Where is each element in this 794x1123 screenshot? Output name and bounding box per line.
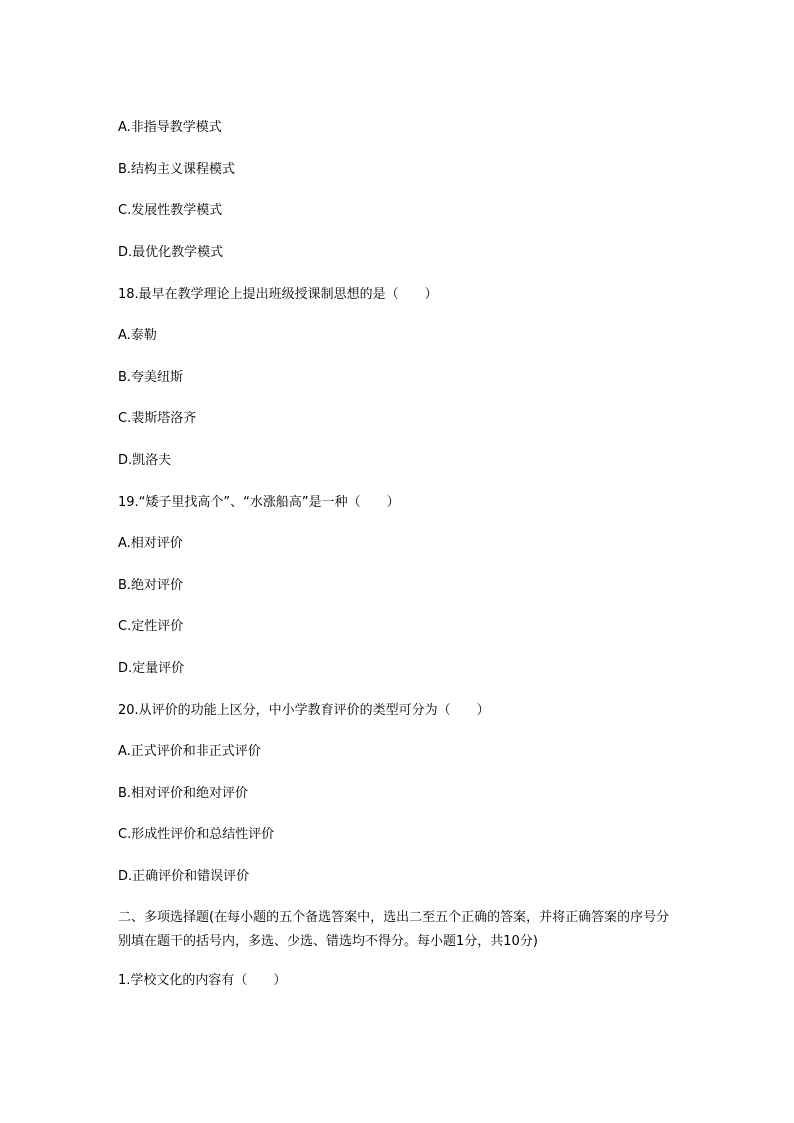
option-d-q19: D.定量评价 xyxy=(118,661,185,676)
option-b-q17: B.结构主义课程模式 xyxy=(118,162,236,177)
option-c-q17: C.发展性教学模式 xyxy=(118,203,223,218)
option-d-q17: D.最优化教学模式 xyxy=(118,245,224,260)
question-20: 20.从评价的功能上区分，中小学教育评价的类型可分为（ ） xyxy=(118,703,490,718)
option-c-q18: C.裴斯塔洛齐 xyxy=(118,411,197,426)
option-a-q19: A.相对评价 xyxy=(118,536,183,551)
option-b-q20: B.相对评价和绝对评价 xyxy=(118,786,249,801)
option-a-q18: A.泰勒 xyxy=(118,328,157,343)
question-19: 19.“矮子里找高个”、“水涨船高”是一种（ ） xyxy=(118,495,400,510)
option-c-q20: C.形成性评价和总结性评价 xyxy=(118,827,275,842)
option-d-q18: D.凯洛夫 xyxy=(118,453,172,468)
section-heading-multiple-choice: 二、多项选择题(在每小题的五个备选答案中，选出二至五个正确的答案，并将正确答案的序号分别填在题干的括号内，多选、少选、错选均不得分。每小题1分，共10分) xyxy=(118,910,670,949)
question-1-multiple: 1.学校文化的内容有（ ） xyxy=(118,973,287,988)
option-d-q20: D.正确评价和错误评价 xyxy=(118,869,250,884)
option-b-q18: B.夸美纽斯 xyxy=(118,370,184,385)
option-b-q19: B.绝对评价 xyxy=(118,578,184,593)
option-a-q17: A.非指导教学模式 xyxy=(118,120,222,135)
option-c-q19: C.定性评价 xyxy=(118,619,184,634)
question-18: 18.最早在教学理论上提出班级授课制思想的是（ ） xyxy=(118,287,438,302)
option-a-q20: A.正式评价和非正式评价 xyxy=(118,744,261,759)
